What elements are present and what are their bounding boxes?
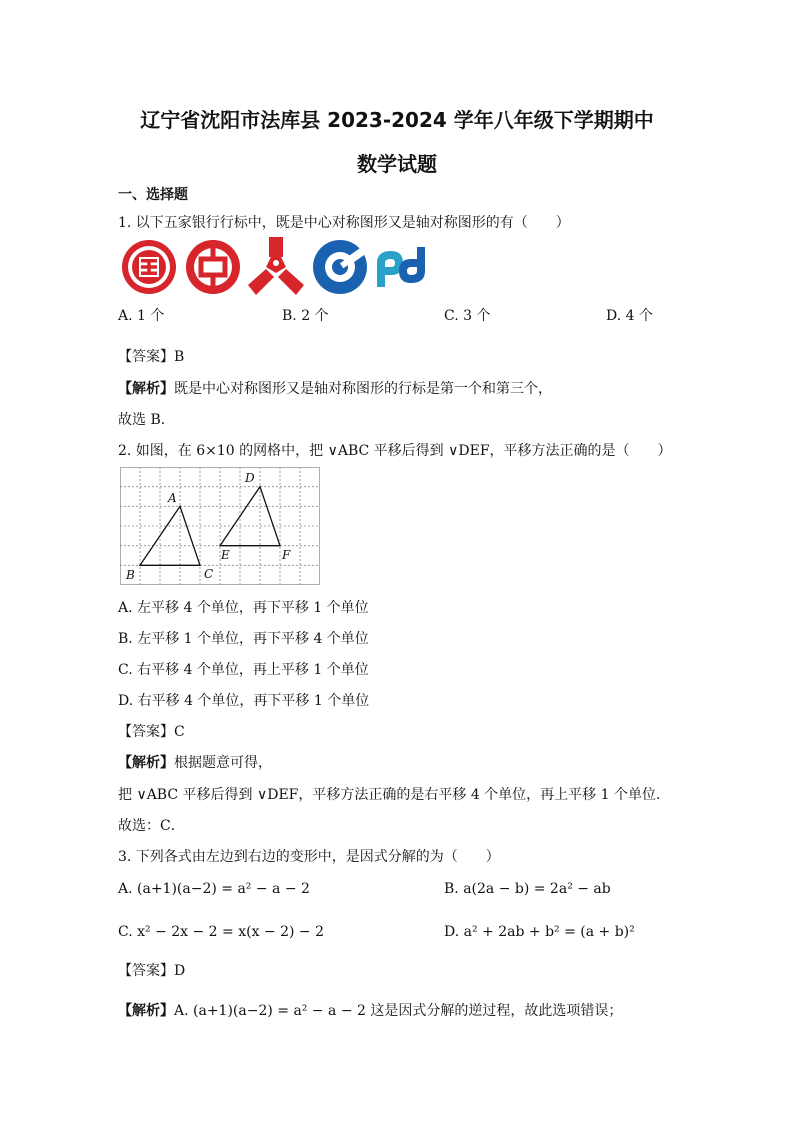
q3-analysis-tag: 【解析】 (118, 1003, 174, 1019)
section-heading: 一、选择题 (118, 187, 188, 203)
bank-logo-icon-2 (186, 240, 240, 294)
q2-analysis (118, 752, 272, 772)
q1-analysis-text: 既是中心对称图形又是轴对称图形的行标是第一个和第三个， (174, 381, 552, 397)
q2-answer: 【答案】C (118, 724, 185, 740)
bank-logo-icon-1 (122, 240, 176, 294)
q3-option-a: A. (a+1)(a−2) = a² − a − 2 (118, 881, 310, 897)
q2-option-a: A. 左平移 4 个单位，再下平移 1 个单位 (118, 600, 369, 616)
bank-logo-icon-5 (377, 247, 425, 287)
label-f: F (282, 548, 291, 562)
question-3-stem: 3. 下列各式由左边到右边的变形中，是因式分解的为（ ） (118, 849, 500, 865)
q3-option-c: C. x² − 2x − 2 = x(x − 2) − 2 (118, 924, 325, 940)
grid-figure (120, 467, 320, 585)
q1-option-d: D. 4 个 (606, 308, 653, 324)
q3-answer: 【答案】D (118, 963, 186, 979)
q3-analysis-text: A. (a+1)(a−2) = a² − a − 2 这是因式分解的逆过程，故此选项错误； (174, 1003, 623, 1019)
label-a: A (168, 491, 177, 505)
q1-option-c: C. 3 个 (444, 308, 491, 324)
q2-option-b: B. 左平移 1 个单位，再下平移 4 个单位 (118, 631, 369, 647)
q2-analysis-text: 根据题意可得， (174, 755, 272, 771)
triangle-def (220, 487, 280, 546)
label-b: B (126, 568, 135, 582)
triangle-abc (140, 506, 200, 565)
q1-option-b: B. 2 个 (282, 308, 329, 324)
q1-option-a: A. 1 个 (118, 308, 165, 324)
q2-option-c: C. 右平移 4 个单位，再上平移 1 个单位 (118, 662, 369, 678)
q3-option-d: D. a² + 2ab + b² = (a + b)² (444, 924, 635, 940)
label-c: C (204, 567, 214, 581)
q1-analysis-tag: 【解析】 (118, 381, 174, 397)
q3-option-b: B. a(2a − b) = 2a² − ab (444, 881, 611, 897)
q1-conclusion: 故选 B． (118, 412, 175, 428)
bank-logos-row (118, 236, 448, 298)
q2-conclusion: 故选：C． (118, 818, 185, 834)
bank-logo-icon-4 (313, 240, 367, 294)
q1-answer: 【答案】B (118, 349, 185, 365)
question-2-stem: 2. 如图，在 6×10 的网格中，把 ∨ABC 平移后得到 ∨DEF，平移方法正确的是（ ） (118, 443, 672, 459)
question-1-stem: 1. 以下五家银行行标中，既是中心对称图形又是轴对称图形的有（ ） (118, 215, 570, 231)
q3-analysis (118, 1000, 622, 1020)
bank-logo-icon-3 (248, 237, 304, 295)
label-e: E (221, 548, 230, 562)
q2-option-d: D. 右平移 4 个单位，再下平移 1 个单位 (118, 693, 370, 709)
label-d: D (245, 471, 255, 485)
page-subtitle: 数学试题 (357, 152, 437, 176)
q1-analysis (118, 378, 552, 398)
q2-analysis-detail: 把 ∨ABC 平移后得到 ∨DEF，平移方法正确的是右平移 4 个单位，再上平移 1 个单位． (118, 787, 670, 803)
page-title: 辽宁省沈阳市法库县 2023-2024 学年八年级下学期期中 (140, 108, 654, 132)
q2-analysis-tag: 【解析】 (118, 755, 174, 771)
